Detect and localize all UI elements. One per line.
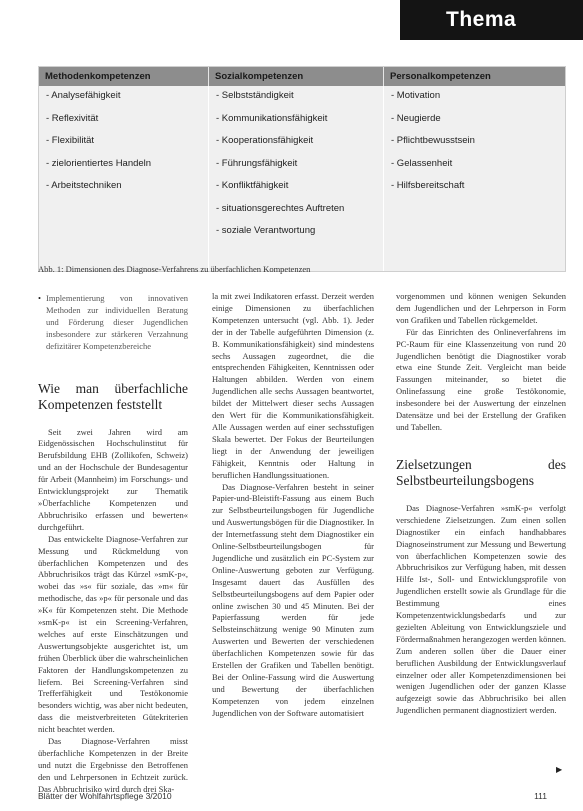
section-heading: Wie man überfachliche Kompetenzen feststellt (38, 380, 188, 412)
table-cell: - Flexibilität (46, 135, 95, 146)
section-heading: Zielsetzungen des Selbstbeurteilungsbogens (396, 456, 566, 488)
bullet-item: • Implementierung von innovativen Methoden zur individuellen Beratung und Förderung dieser Jugendlichen insbesondere zur stärkeren Verzahnung defizitärer Kompetenzbereiche (38, 293, 188, 353)
column-sozial (209, 86, 384, 271)
table-cell: - Motivation (391, 90, 441, 101)
table-cell: - Konfliktfähigkeit (216, 180, 289, 191)
table-cell: - Arbeitstechniken (46, 180, 122, 191)
table-cell: - Analysefähigkeit (46, 90, 121, 101)
column-methoden (39, 86, 209, 271)
table-cell: - Neugierde (391, 112, 441, 124)
paragraph: Das Diagnose-Verfahren besteht in seiner Papier-und-Bleistift-Fassung aus einem Buch zur Selbstbeurteilungsbogen für Jugendliche und Auswertungsbögen für die Diagnostiker. In der Internetfassung steht dem Diagnostiker ein Online-Selbstbeurteilungsbogen für Jugendliche und zusätzlich ein PC-System zur Online-Auswertung geboten zur Verfügung. Insgesamt dauert das Ausfüllen des Selbstbeurteilungsbogens auf dem Papier oder online zwischen 30 und 45 Minuten. Bei der Papierfassung werden für jede Selbsteinschätzung wenige 90 Minuten zum Auswerten und Bewerten der verschiedenen überfachlichen Kompetenzen sowie für das Erstellen der Grafiken und Tabellen benötigt. Bei der Online-Fassung wird die Auswertung und Bewertung der überfachlichen Kompetenzen von jedem einzelnen Jugendlichen von der Software automatisiert (212, 481, 374, 718)
header-sozial: Sozialkompetenzen (209, 67, 384, 86)
table-cell: - situationsgerechtes Auftreten (216, 202, 345, 214)
figure-caption: Abb. 1: Dimensionen des Diagnose-Verfahrens zu überfachlichen Kompetenzen (38, 264, 311, 274)
table-cell: - soziale Verantwortung (216, 225, 316, 236)
header-personal: Personalkompetenzen (390, 71, 491, 82)
table-cell: - Gelassenheit (391, 157, 453, 169)
table-cell: - Selbstständigkeit (216, 90, 294, 101)
table-body (39, 86, 565, 271)
competence-table (38, 66, 566, 272)
page-number: 111 (534, 791, 547, 801)
paragraph: Das entwickelte Diagnose-Verfahren zur Messung und Rückmeldung von überfachlichen Kompetenzen und des Abbruchrisikos trägt das Kürzel »smK-p«, wobei das »s« für soziale, das »m« für methodische, das »p« für personale und das »K« für Kompetenzen steht. Die Methode »smK-p« ist ein Screening-Verfahren, welches auf erste Einschätzungen und Auswertungsobjekte ausgerichtet ist, um frühen Überblick über die wahrscheinlichen Faktoren der Handlungskompetenzen zu liefern. Bei Screening-Verfahren sind Trefferfähigkeit und Testökonomie besonders wichtig, was aber nicht bedeuten, dass die meistverbreiteten Gütekriterien nicht beachtet werden. (38, 533, 188, 735)
table-cell: - Pflichtbewusstsein (391, 135, 475, 146)
footer-journal: Blätter der Wohlfahrtspflege 3/2010 (38, 791, 172, 801)
table-cell: - Kommunikationsfähigkeit (216, 112, 328, 124)
column-personal (384, 86, 565, 271)
table-cell: - Reflexivität (46, 112, 99, 124)
continue-arrow-icon: ▶ (556, 765, 563, 774)
paragraph: Seit zwei Jahren wird am Eidgenössischen Hochschulinstitut für Berufsbildung EHB (Zollikofen, Schweiz) und an der Hochschule der Bundesagentur für Arbeit (Mannheim) im Forschungs- und Entwicklungsprojekt zur Thematik »Überfachliche Kompetenzen und Abbruchrisiko erfassen und bewerten« durchgeführt. (38, 426, 188, 532)
header-methoden: Methodenkompetenzen (39, 67, 209, 86)
table-header-row (39, 67, 565, 86)
paragraph: Für das Einrichten des Onlineverfahrens im PC-Raum für eine Klassenzeitung von rund 20 Jugendlichen benötigt die Diagnostiker vorab etwa eine Stunde Zeit. Vergleicht man beide Fassungen miteinander, so bietet die Onlinefassung eine große Testökonomie, insbesondere bei der Auswertung der einzelnen Datensätze und bei der Erstellung der Grafiken und Tabellen. (396, 326, 566, 432)
paragraph: la mit zwei Indikatoren erfasst. Derzeit werden einige Dimensionen zu überfachlichen Kompetenzen untersucht (vgl. Abb. 1). Jeder der in der Tabelle aufgeführten Dimension (z. B. Kommunikationsfähigkeit) sind mindestens sechs Aussagen zugeordnet, die die entsprechenden Fähigkeiten, Kenntnissen oder Haltungen abbilden. Werden von einem Jugendlichen alle sechs Aussagen beantwortet, bildet der Mittelwert dieser sechs Aussagen den Wert für die Kommunikationsfähigkeit. Alle Aussagen werden auf einer sechsstufigen Skala bewertet. Der Fokus der Beurteilungen liegt in der Anwendung der jeweiligen Fähigkeit, Kenntnis oder Haltung in beruflichen Handlungssituationen. (212, 291, 374, 480)
paragraph: Das Diagnose-Verfahren »smK-p« verfolgt verschiedene Zielsetzungen. Zum einen sollen Diagnostiker ein einfach handhabbares Diagnoseinstrument zur Messung und Bewertung von überfachlichen Kompetenzen sowie des Abbruchrisikos zur Verfügung haben, mit dessen Hilfe Ist-, Soll- und Entwicklungsprofile von Jugendlichen erstellt sowie als Grundlage für die Bestimmung eines Kompetenzentwicklungsbedarfs und zur gezielten Ableitung von Entwicklungsziele und Fördermaßnahmen herangezogen werden können. Zum anderen sollen über die Dauer einer beruflichen Ausbildung der Entwicklungsverlauf einzelner oder aller Kompetenzdimensionen bei wenigen Jugendlichen oder der ganzen Klasse aufgezeigt sowie das Abbruchrisiko bei allen Jugendlichen permanent diagnostiziert werden. (396, 502, 566, 716)
table-cell: - Kooperationsfähigkeit (216, 135, 314, 146)
table-cell: - zielorientiertes Handeln (46, 157, 152, 169)
paragraph: vorgenommen und können wenigen Sekunden dem Jugendlichen und der Lehrperson in Form von Grafiken und Tabellen rückgemeldet. (396, 291, 566, 325)
text-column-1 (38, 293, 188, 796)
paragraph: Das Diagnose-Verfahren misst überfachliche Kompetenzen in der Breite und nutzt die Ergebnisse den Betroffenen den und Lehrpersonen in Echtzeit zurück. Das Abbruchrisiko wird durch drei Ska- (38, 736, 188, 794)
table-cell: - Hilfsbereitschaft (391, 180, 465, 191)
table-cell: - Führungsfähigkeit (216, 157, 298, 169)
text-column-3 (396, 291, 566, 717)
section-label: Thema (446, 8, 517, 31)
text-column-2 (212, 291, 374, 720)
